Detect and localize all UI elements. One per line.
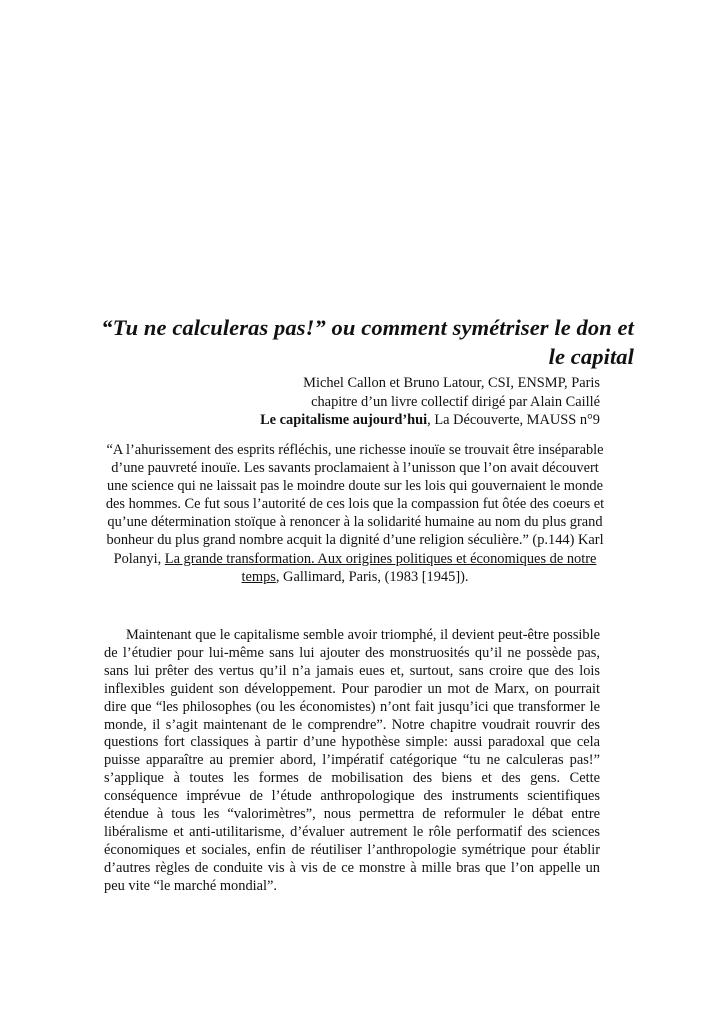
epigraph-source: La grande transformation. Aux origines politiques et économiques de notre temps <box>164 550 597 585</box>
epigraph <box>100 441 610 586</box>
document-title: “Tu ne calculeras pas!” ou comment symétriser le don et le capital <box>101 315 634 369</box>
document-metadata <box>150 374 600 430</box>
chapter-line: chapitre d’un livre collectif dirigé par Alain Caillé <box>311 393 600 410</box>
book-publisher: , La Découverte, MAUSS n°9 <box>427 412 600 428</box>
body-paragraph: Maintenant que le capitalisme semble avoir triomphé, il devient peut-être possible de l’étudier pour lui-même sans lui ajouter des monstruosités qu’il ne possède pas, sans lui prêter des vertus qu’il n’a jamais eues et, surtout, sans croire que des lois inflexibles guident son développement. Pour parodier un mot de Marx, on pourrait dire que “les philosophes (ou les économistes) n’ont fait jusqu’ici que transformer le monde, il s’agit maintenant de le comprendre”. Notre chapitre voudrait rouvrir des questions fort classiques à partir d’une hypothèse simple: aussi paradoxal que cela puisse apparaître au premier abord, l’impératif catégorique “tu ne calculeras pas!” s’applique à toutes les formes de mobilisation des biens et des gens. Cette conséquence imprévue de l’étude anthropologique des instruments scientifiques étendue à tous les “valorimètres”, nous permettra de reformuler le débat entre libéralisme et anti-utilitarisme, d’évaluer autrement le rôle performatif des sciences économiques et sociales, enfin de réutiliser l’anthropologie symétrique pour établir d’autres règles de conduite vis à vis de ce monstre à mille bras que l’on appelle un peu vite “le marché mondial”. <box>104 627 600 894</box>
epigraph-text: “A l’ahurissement des esprits réfléchis, une richesse inouïe se trouvait être inséparable d’une pauvreté inouïe. Les savants proclamaient à l’unisson que l’on avait découvert une science qui ne laissait pas le moindre doute sur les lois qui gouvernaient le monde des hommes. Ce fut sous l’autorité de ces lois que la compassion fut ôtée des coeurs et qu’une détermination stoïque à renoncer à la solidarité humaine au nom du plus grand bonheur du plus grand nombre acquit la dignité d’une religion séculière.” (p.144) Karl Polanyi, <box>105 442 605 567</box>
book-title: Le capitalisme aujourd’hui <box>260 412 428 428</box>
book-line <box>150 411 600 430</box>
epigraph-tail: , Gallimard, Paris, (1983 [1945]). <box>275 568 469 585</box>
authors-line: Michel Callon et Bruno Latour, CSI, ENSMP, Paris <box>303 375 600 391</box>
